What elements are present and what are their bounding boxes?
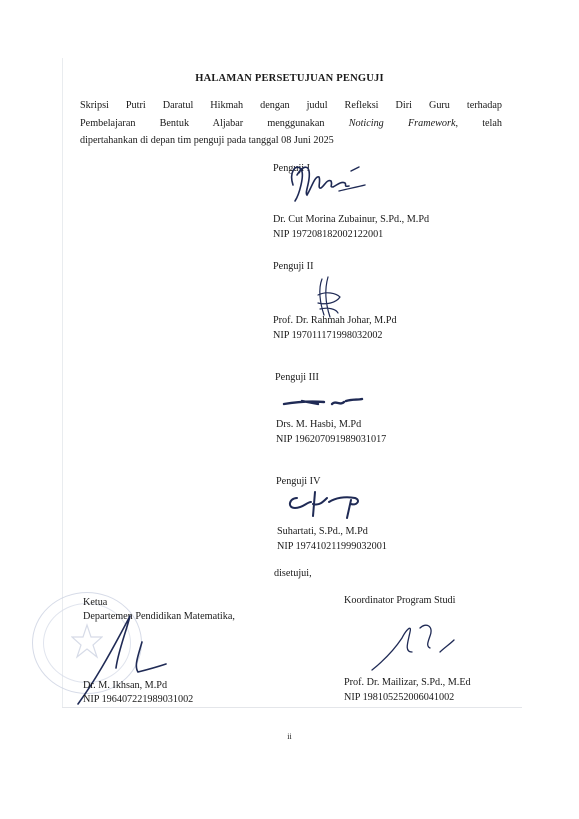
examiner-4-role: Penguji IV [276, 476, 321, 487]
approval-text: disetujui, [274, 568, 312, 579]
examiner-2-role: Penguji II [273, 261, 314, 272]
examiner-1-role: Penguji I [273, 163, 311, 174]
examiner-4-nip: NIP 197410211999032001 [277, 541, 387, 552]
page-number: ii [287, 732, 292, 741]
chair-name: Dr. M. Ikhsan, M.Pd [83, 680, 168, 691]
examiner-1-name: Dr. Cut Morina Zubainur, S.Pd., M.Pd [273, 214, 430, 225]
page-title: HALAMAN PERSETUJUAN PENGUJI [195, 73, 384, 84]
intro-line-2-end: , telah [455, 118, 502, 129]
chair-title-1: Ketua [83, 597, 108, 608]
intro-line-2-start: Pembelajaran Bentuk Aljabar menggunakan [80, 118, 349, 129]
intro-line-1: Skripsi Putri Daratul Hikmah dengan judul Refleksi Diri Guru terhadap [80, 100, 502, 111]
examiner-3-signature [282, 394, 362, 410]
examiner-3-role: Penguji III [275, 372, 319, 383]
examiner-2-nip: NIP 197011171998032002 [273, 330, 383, 341]
scan-edge-bottom [62, 707, 522, 708]
intro-line-2 [80, 117, 502, 130]
intro-line-3: dipertahankan di depan tim penguji pada tanggal 08 Juni 2025 [80, 135, 334, 146]
coordinator-name: Prof. Dr. Mailizar, S.Pd., M.Ed [344, 677, 471, 688]
chair-nip: NIP 196407221989031002 [83, 694, 194, 705]
examiner-3-nip: NIP 196207091989031017 [276, 434, 387, 445]
coordinator-nip: NIP 198105252006041002 [344, 692, 455, 703]
examiner-2-name: Prof. Dr. Rahmah Johar, M.Pd [273, 315, 397, 326]
chair-title-2: Departemen Pendidikan Matematika, [83, 611, 235, 622]
coordinator-signature [368, 618, 458, 674]
intro-italic-term: Noticing Framework [348, 118, 456, 129]
examiner-3-name: Drs. M. Hasbi, M.Pd [276, 419, 362, 430]
examiner-1-nip: NIP 197208182002122001 [273, 229, 384, 240]
examiner-4-name: Suhartati, S.Pd., M.Pd [277, 526, 368, 537]
examiner-1-signature [287, 155, 367, 207]
coordinator-title: Koordinator Program Studi [344, 595, 456, 606]
examiner-2-signature [314, 275, 344, 319]
examiner-4-signature [285, 488, 365, 520]
